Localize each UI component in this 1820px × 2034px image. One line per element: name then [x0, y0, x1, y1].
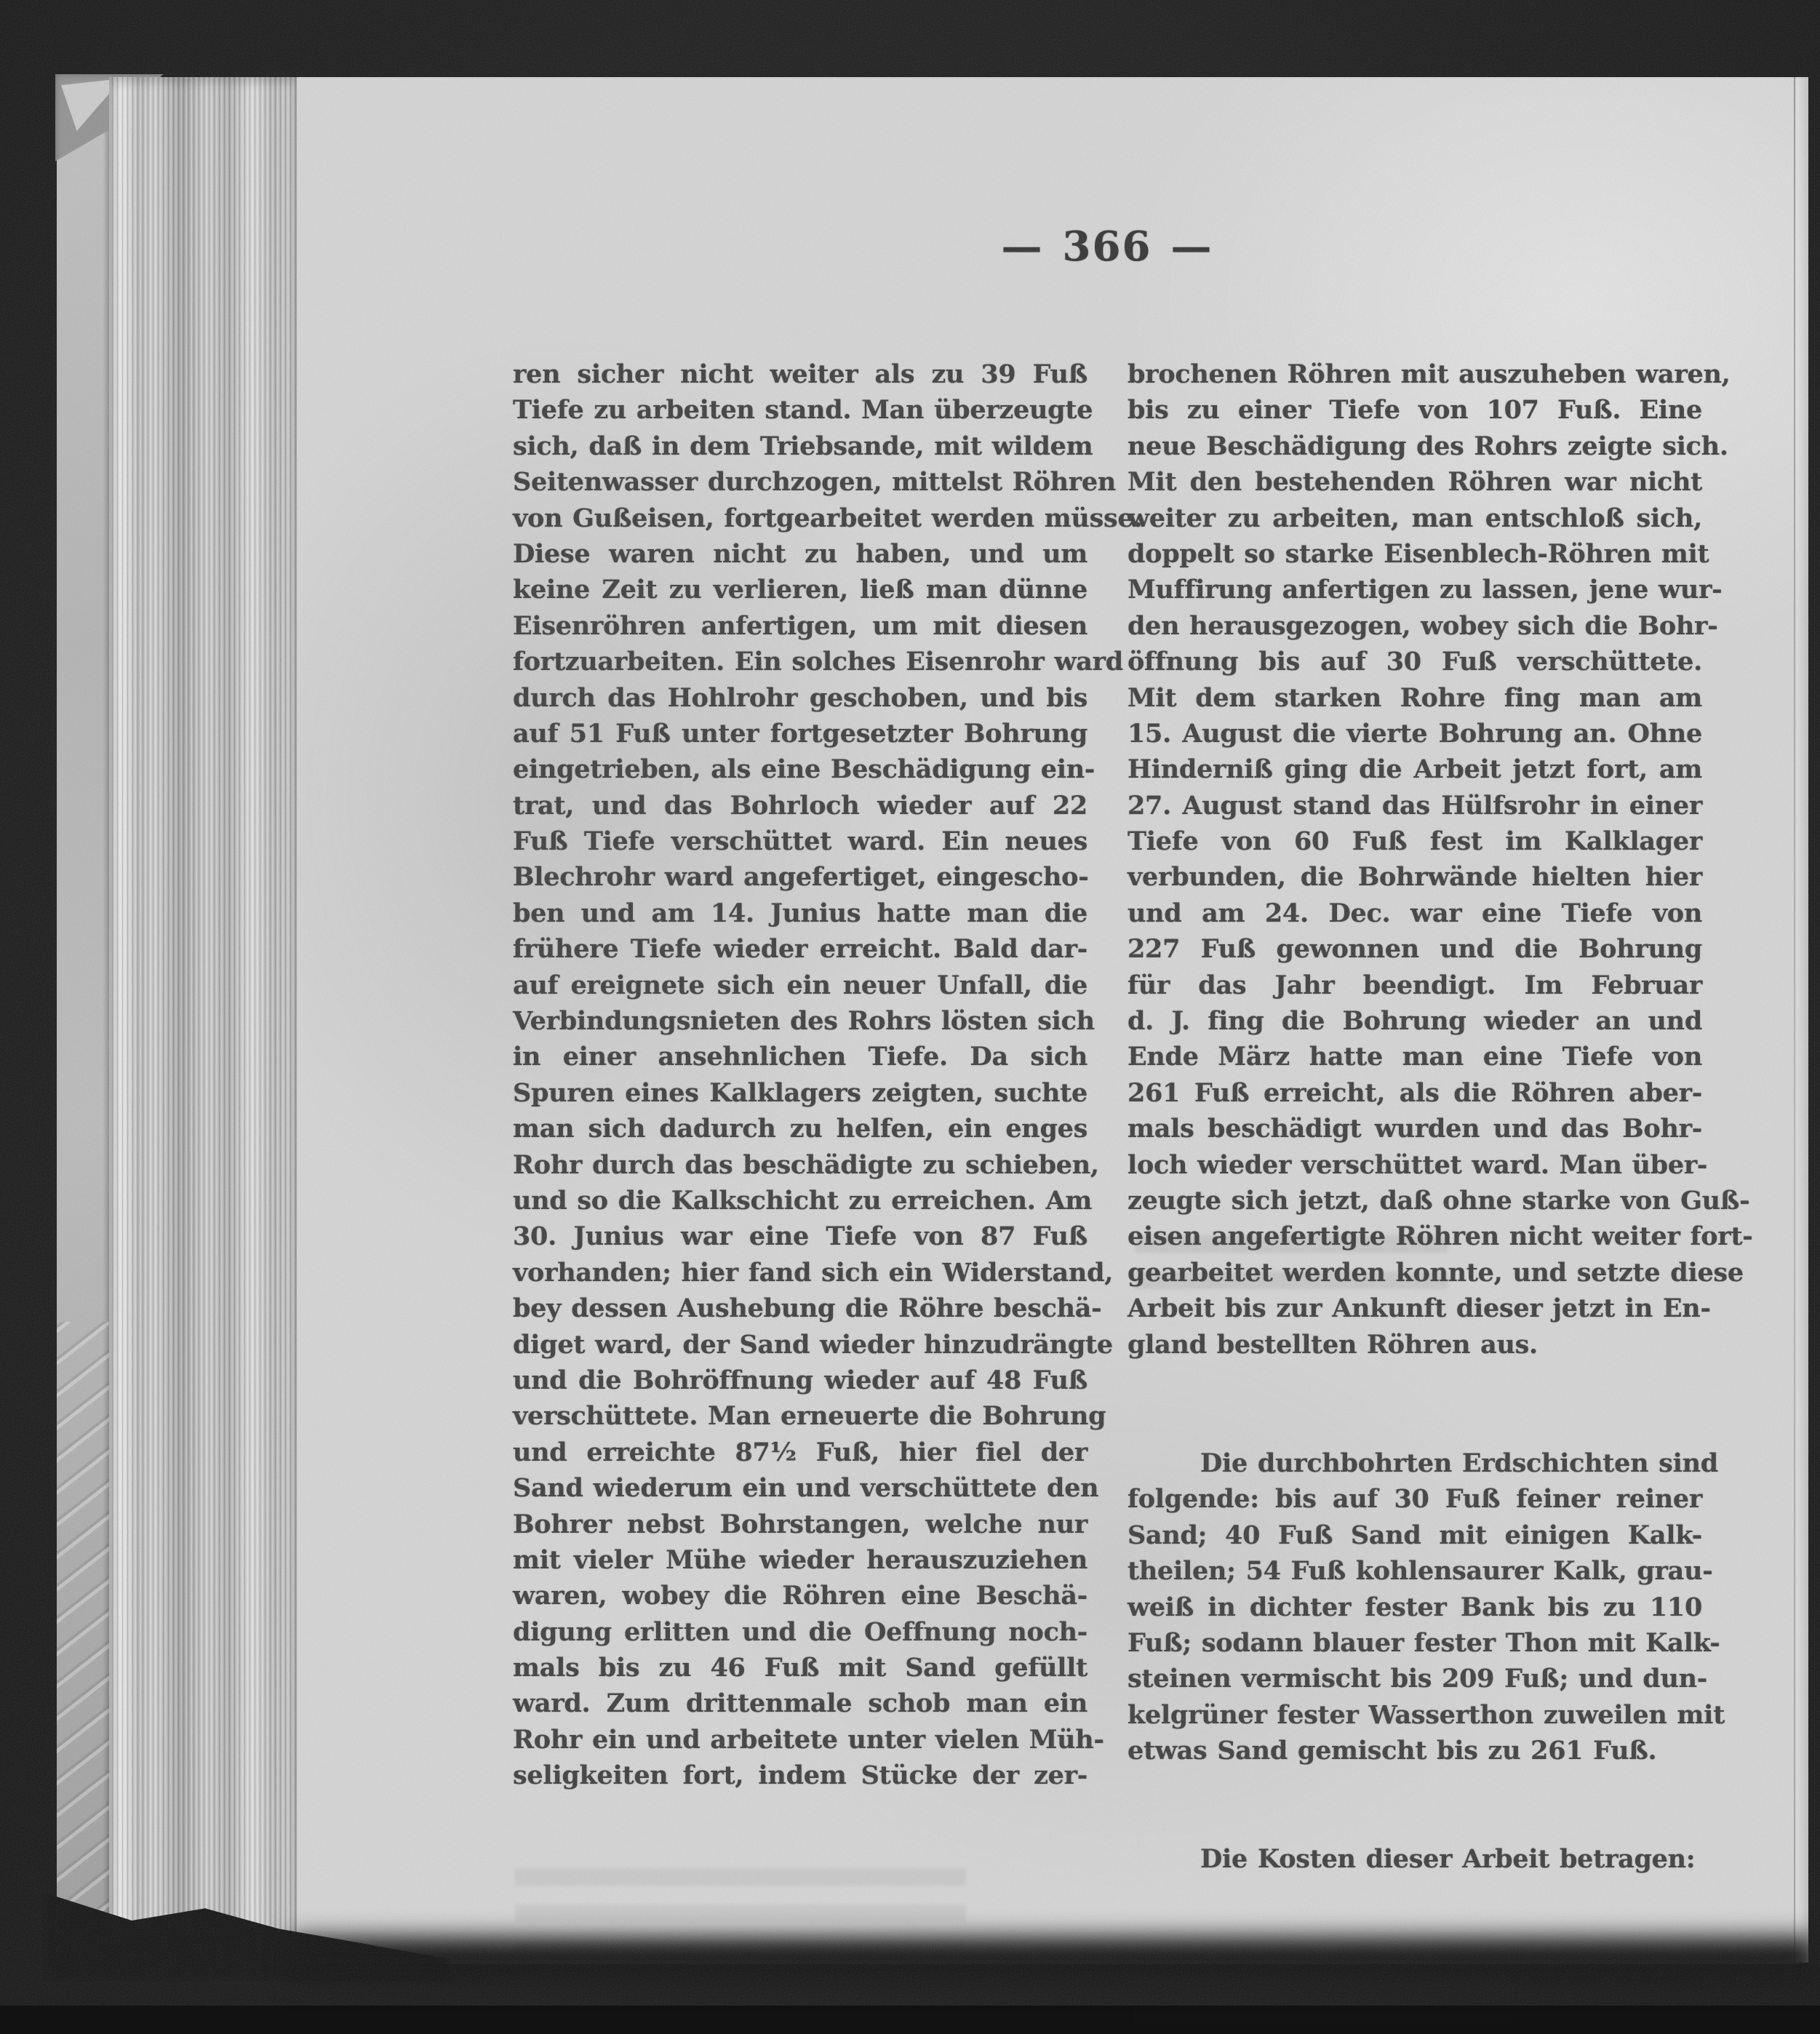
text-line: 15. August die vierte Bohrung an. Ohne — [1127, 718, 1702, 749]
text-column-left — [513, 356, 1143, 1794]
book-page — [297, 77, 1808, 1964]
text-line: Mit dem starken Rohre fing man am — [1127, 682, 1702, 713]
text-line: Rohr ein und arbeitete unter vielen Müh- — [513, 1724, 1104, 1755]
text-line: bis zu einer Tiefe von 107 Fuß. Eine — [1127, 395, 1702, 426]
text-line: Ende März hatte man eine Tiefe von — [1127, 1042, 1702, 1072]
text-line: Rohr durch das beschädigte zu schieben, — [513, 1149, 1099, 1180]
text-line: Fuß; sodann blauer fester Thon mit Kalk- — [1127, 1627, 1720, 1658]
text-line: Bohrer nebst Bohrstangen, welche nur — [513, 1509, 1087, 1539]
text-line: frühere Tiefe wieder erreicht. Bald dar- — [513, 934, 1087, 965]
text-line: weiter zu arbeiten, man entschloß sich, — [1127, 503, 1702, 533]
text-line: eisen angefertigte Röhren nicht weiter fort- — [1127, 1221, 1753, 1252]
text-line: Tiefe zu arbeiten stand. Man überzeugte — [513, 395, 1093, 426]
text-line: keine Zeit zu verlieren, ließ man dünne — [513, 575, 1087, 605]
page-header — [962, 223, 1253, 271]
text-line: Arbeit bis zur Ankunft dieser jetzt in En- — [1127, 1293, 1711, 1324]
header-dash-right: — — [1170, 223, 1213, 271]
text-line: mit vieler Mühe wieder herauszuziehen — [513, 1544, 1087, 1575]
text-line: verschüttete. Man erneuerte die Bohrung — [513, 1401, 1106, 1432]
text-line: Fuß Tiefe verschüttet ward. Ein neues — [513, 826, 1087, 857]
book — [57, 77, 1808, 1963]
text-line: Spuren eines Kalklagers zeigten, suchte — [513, 1077, 1087, 1108]
text-line: verbunden, die Bohrwände hielten hier — [1127, 862, 1702, 893]
text-line: Diese waren nicht zu haben, und um — [513, 538, 1087, 569]
text-line: etwas Sand gemischt bis zu 261 Fuß. — [1127, 1736, 1657, 1766]
text-line: Die Kosten dieser Arbeit betragen: — [1200, 1844, 1696, 1875]
text-line: Hinderniß ging die Arbeit jetzt fort, am — [1127, 754, 1702, 785]
text-line: waren, wobey die Röhren eine Beschä- — [513, 1581, 1087, 1611]
paragraph — [1127, 1445, 1725, 1769]
paragraph — [1127, 1841, 1702, 1877]
text-line: 227 Fuß gewonnen und die Bohrung — [1127, 934, 1702, 965]
paragraph — [513, 356, 1143, 1794]
text-line: vorhanden; hier fand sich ein Widerstand, — [513, 1257, 1114, 1288]
text-line: in einer ansehnlichen Tiefe. Da sich — [513, 1042, 1087, 1072]
text-line: neue Beschädigung des Rohrs zeigte sich. — [1127, 431, 1728, 461]
text-line: Verbindungsnieten des Rohrs lösten sich — [513, 1006, 1095, 1037]
page-edges-fan — [109, 77, 297, 1963]
text-line: von Gußeisen, fortgearbeitet werden müsse. — [513, 503, 1143, 533]
text-line: durch das Hohlrohr geschoben, und bis — [513, 682, 1087, 713]
text-line: sich, daß in dem Triebsande, mit wildem — [513, 431, 1093, 461]
text-line: für das Jahr beendigt. Im Februar — [1127, 970, 1702, 1000]
text-line: 261 Fuß erreicht, als die Röhren aber- — [1127, 1077, 1702, 1108]
text-line: Muffirung anfertigen zu lassen, jene wur- — [1127, 575, 1723, 605]
text-line: öffnung bis auf 30 Fuß verschüttete. — [1127, 647, 1702, 677]
text-line: folgende: bis auf 30 Fuß feiner reiner — [1127, 1484, 1702, 1515]
text-line: digung erlitten und die Oeffnung noch- — [513, 1616, 1087, 1647]
text-line: Die durchbohrten Erdschichten sind — [1200, 1448, 1718, 1478]
text-line: den herausgezogen, wobey sich die Bohr- — [1127, 610, 1718, 641]
text-line: Mit den bestehenden Röhren war nicht — [1127, 467, 1702, 498]
text-line: steinen vermischt bis 209 Fuß; und dun- — [1127, 1664, 1707, 1694]
text-column-right — [1127, 356, 1753, 1878]
text-line: ward. Zum drittenmale schob man ein — [513, 1688, 1087, 1719]
text-line: Sand; 40 Fuß Sand mit einigen Kalk- — [1127, 1520, 1702, 1550]
text-line: und so die Kalkschicht zu erreichen. Am — [513, 1185, 1093, 1216]
text-line: gland bestellten Röhren aus. — [1127, 1329, 1538, 1360]
text-line: und erreichte 87½ Fuß, hier fiel der — [513, 1437, 1087, 1467]
text-line: Tiefe von 60 Fuß fest im Kalklager — [1127, 826, 1702, 857]
text-line: auf 51 Fuß unter fortgesetzter Bohrung — [513, 718, 1087, 749]
paragraph — [1127, 356, 1753, 1363]
text-line: theilen; 54 Fuß kohlensaurer Kalk, grau- — [1127, 1556, 1713, 1587]
text-line: Seitenwasser durchzogen, mittelst Röhren — [513, 467, 1117, 498]
text-line: und die Bohröffnung wieder auf 48 Fuß — [513, 1365, 1087, 1395]
text-line: gearbeitet werden konnte, und setzte diese — [1127, 1257, 1744, 1288]
text-line: kelgrüner fester Wasserthon zuweilen mit — [1127, 1699, 1725, 1730]
text-line: mals beschädigt wurden und das Bohr- — [1127, 1114, 1702, 1144]
page-number: 366 — [1062, 223, 1152, 271]
text-line: 27. August stand das Hülfsrohr in einer — [1127, 790, 1702, 821]
text-line: brochenen Röhren mit auszuheben waren, — [1127, 359, 1731, 389]
text-line: bey dessen Aushebung die Röhre beschä- — [513, 1293, 1102, 1324]
text-line: d. J. fing die Bohrung wieder an und — [1127, 1006, 1702, 1037]
text-line: ben und am 14. Junius hatte man die — [513, 898, 1087, 928]
text-line: auf ereignete sich ein neuer Unfall, die — [513, 970, 1087, 1000]
bottom-shadow — [290, 1937, 1817, 1983]
book-cover-edge — [57, 77, 109, 1963]
text-line: und am 24. Dec. war eine Tiefe von — [1127, 898, 1702, 928]
text-line: 30. Junius war eine Tiefe von 87 Fuß — [513, 1221, 1087, 1252]
page-right-edge — [1797, 77, 1808, 1963]
text-line: man sich dadurch zu helfen, ein enges — [513, 1114, 1087, 1144]
text-line: fortzuarbeiten. Ein solches Eisenrohr ward — [513, 647, 1123, 677]
text-line: doppelt so starke Eisenblech-Röhren mit — [1127, 538, 1709, 569]
text-line: diget ward, der Sand wieder hinzudrängte — [513, 1329, 1113, 1360]
text-line: weiß in dichter fester Bank bis zu 110 — [1127, 1592, 1702, 1622]
text-line: trat, und das Bohrloch wieder auf 22 — [513, 790, 1087, 821]
text-line: zeugte sich jetzt, daß ohne starke von Guß- — [1127, 1185, 1750, 1216]
page-fold-line — [1794, 77, 1795, 1963]
text-line: loch wieder verschüttet ward. Man über- — [1127, 1149, 1708, 1180]
text-line: Blechrohr ward angefertiget, eingescho- — [513, 862, 1089, 893]
text-line: mals bis zu 46 Fuß mit Sand gefüllt — [513, 1653, 1087, 1683]
text-line: seligkeiten fort, indem Stücke der zer- — [513, 1760, 1087, 1791]
text-line: ren sicher nicht weiter als zu 39 Fuß — [513, 359, 1087, 389]
header-dash-left: — — [1001, 223, 1044, 271]
text-line: eingetrieben, als eine Beschädigung ein- — [513, 754, 1095, 785]
text-line: Eisenröhren anfertigen, um mit diesen — [513, 610, 1087, 641]
text-line: Sand wiederum ein und verschüttete den — [513, 1473, 1099, 1504]
